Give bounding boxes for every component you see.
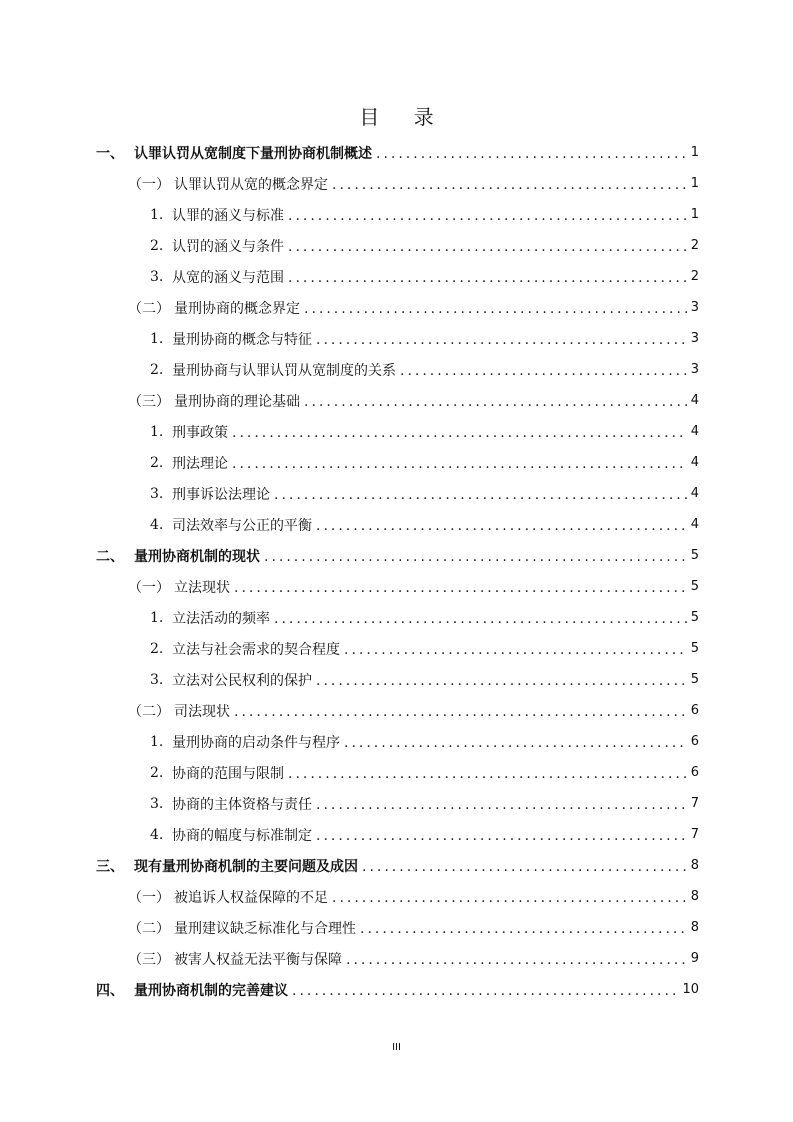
dot-leader [400,363,687,379]
toc-number: 1. [150,733,164,750]
toc-text: 认罚的涵义与条件 [172,238,284,255]
toc-page: 8 [690,920,699,935]
toc-page: 1 [690,207,699,222]
dot-leader [304,394,687,410]
toc-page: 1 [690,176,699,191]
toc-text: 立法对公民权利的保护 [172,672,312,689]
toc-text: 协商的幅度与标准制定 [172,827,312,844]
toc-entry[interactable] [96,199,699,230]
toc-page: 8 [690,889,699,904]
toc-page: 6 [690,734,699,749]
toc-text: 被追诉人权益保障的不足 [174,889,328,906]
toc-entry[interactable] [96,478,699,509]
toc-entry[interactable] [96,881,699,912]
dot-leader [362,859,687,875]
toc-page: 3 [690,300,699,315]
toc-page: 4 [690,486,699,501]
toc-number: 1. [150,206,164,223]
dot-leader [304,301,687,317]
toc-entry[interactable] [96,571,699,602]
toc-text: 立法与社会需求的契合程度 [172,641,340,658]
dot-leader [288,766,687,782]
toc-title: 目 录 [359,105,448,129]
toc-page: 9 [690,951,699,966]
toc-page: 2 [690,238,699,253]
dot-leader [274,487,687,503]
dot-leader [316,518,687,534]
toc-text: 认罪认罚从宽制度下量刑协商机制概述 [134,145,372,162]
toc-number: 2. [150,237,164,254]
toc-number: 2. [150,454,164,471]
dot-leader [316,673,687,689]
dot-leader [316,797,687,813]
toc-text: 立法活动的频率 [172,610,270,627]
toc-number: 3. [150,485,164,502]
toc-page: 10 [682,982,699,997]
toc-text: 量刑协商机制的现状 [134,548,260,565]
toc-text: 司法效率与公正的平衡 [172,517,312,534]
toc-entry[interactable] [96,447,699,478]
toc-number: 1. [150,423,164,440]
toc-text: 量刑协商的概念与特征 [172,331,312,348]
toc-entry[interactable] [96,974,699,1005]
toc-text: 量刑协商机制的完善建议 [134,982,288,999]
toc-page: 3 [690,362,699,377]
toc-entry[interactable] [96,137,699,168]
toc-number: 2. [150,640,164,657]
toc-entry[interactable] [96,168,699,199]
toc-entry[interactable] [96,912,699,943]
toc-text: 量刑协商的理论基础 [174,393,300,410]
toc-number: （一） [128,579,170,596]
toc-text: 刑事政策 [172,424,228,441]
toc-number: 四、 [96,982,124,999]
toc-entry[interactable] [96,602,699,633]
toc-number: 4. [150,826,164,843]
dot-leader [344,642,687,658]
dot-leader [264,549,687,565]
toc-entry[interactable] [96,726,699,757]
toc-page: 4 [690,517,699,532]
toc-page: 8 [690,858,699,873]
dot-leader [274,611,687,627]
toc-page: 6 [690,765,699,780]
dot-leader [316,332,687,348]
toc-text: 协商的主体资格与责任 [172,796,312,813]
dot-leader [234,704,687,720]
toc-text: 立法现状 [174,579,230,596]
toc-page: 6 [690,703,699,718]
dot-leader [332,177,687,193]
toc-text: 刑事诉讼法理论 [172,486,270,503]
toc-number: 3. [150,268,164,285]
toc-entry[interactable] [96,509,699,540]
toc-page: 5 [690,579,699,594]
toc-number: 3. [150,795,164,812]
toc-entry[interactable] [96,695,699,726]
toc-number: （二） [128,300,170,317]
toc-page: 4 [690,424,699,439]
toc-text: 被害人权益无法平衡与保障 [174,951,342,968]
toc-text: 量刑建议缺乏标准化与合理性 [174,920,356,937]
dot-leader [288,270,687,286]
toc-entry[interactable] [96,323,699,354]
toc-text: 现有量刑协商机制的主要问题及成因 [134,858,358,875]
toc-number: （一） [128,889,170,906]
toc-entry[interactable] [96,540,699,571]
toc-number: （二） [128,703,170,720]
toc-number: 1. [150,609,164,626]
toc-page: 5 [690,641,699,656]
dot-leader [232,425,687,441]
dot-leader [288,239,687,255]
dot-leader [332,890,687,906]
toc-number: 2. [150,361,164,378]
dot-leader [360,921,687,937]
toc-entry[interactable] [96,788,699,819]
toc-entry[interactable] [96,757,699,788]
toc-page: 7 [690,796,699,811]
dot-leader [288,208,687,224]
toc-number: 4. [150,516,164,533]
toc-page: 4 [690,393,699,408]
toc-entry[interactable] [96,261,699,292]
toc-number: （二） [128,920,170,937]
toc-text: 协商的范围与限制 [172,765,284,782]
dot-leader [232,456,687,472]
toc-text: 量刑协商的概念界定 [174,300,300,317]
dot-leader [292,983,678,999]
toc-number: 三、 [96,858,124,875]
toc-entry[interactable] [96,230,699,261]
toc-text: 量刑协商的启动条件与程序 [172,734,340,751]
page-number-footer: III [392,1042,401,1053]
dot-leader [316,828,687,844]
toc-text: 司法现状 [174,703,230,720]
dot-leader [234,580,687,596]
toc-text: 刑法理论 [172,455,228,472]
toc-entry[interactable] [96,354,699,385]
toc-page: 3 [690,331,699,346]
toc-entry[interactable] [96,633,699,664]
toc-page: 4 [690,455,699,470]
toc-entry[interactable] [96,292,699,323]
toc-page: 5 [690,610,699,625]
toc-number: 1. [150,330,164,347]
dot-leader [376,146,687,162]
toc-page: 5 [690,672,699,687]
toc-entry[interactable] [96,385,699,416]
toc-page: 5 [690,548,699,563]
toc-number: 一、 [96,145,124,162]
toc-number: 二、 [96,548,124,565]
toc-number: （三） [128,393,170,410]
toc-entry[interactable] [96,850,699,881]
toc-text: 量刑协商与认罪认罚从宽制度的关系 [172,362,396,379]
toc-page: 1 [690,145,699,160]
toc-page: 7 [690,827,699,842]
toc-number: （三） [128,951,170,968]
toc-entry[interactable] [96,664,699,695]
toc-number: 2. [150,764,164,781]
toc-text: 从宽的涵义与范围 [172,269,284,286]
toc-text: 认罪认罚从宽的概念界定 [174,176,328,193]
toc-text: 认罪的涵义与标准 [172,207,284,224]
dot-leader [346,952,687,968]
dot-leader [344,735,687,751]
toc-entry[interactable] [96,943,699,974]
toc-page: 2 [690,269,699,284]
toc-number: （一） [128,176,170,193]
toc-entry[interactable] [96,819,699,850]
toc-entry[interactable] [96,416,699,447]
toc-number: 3. [150,671,164,688]
